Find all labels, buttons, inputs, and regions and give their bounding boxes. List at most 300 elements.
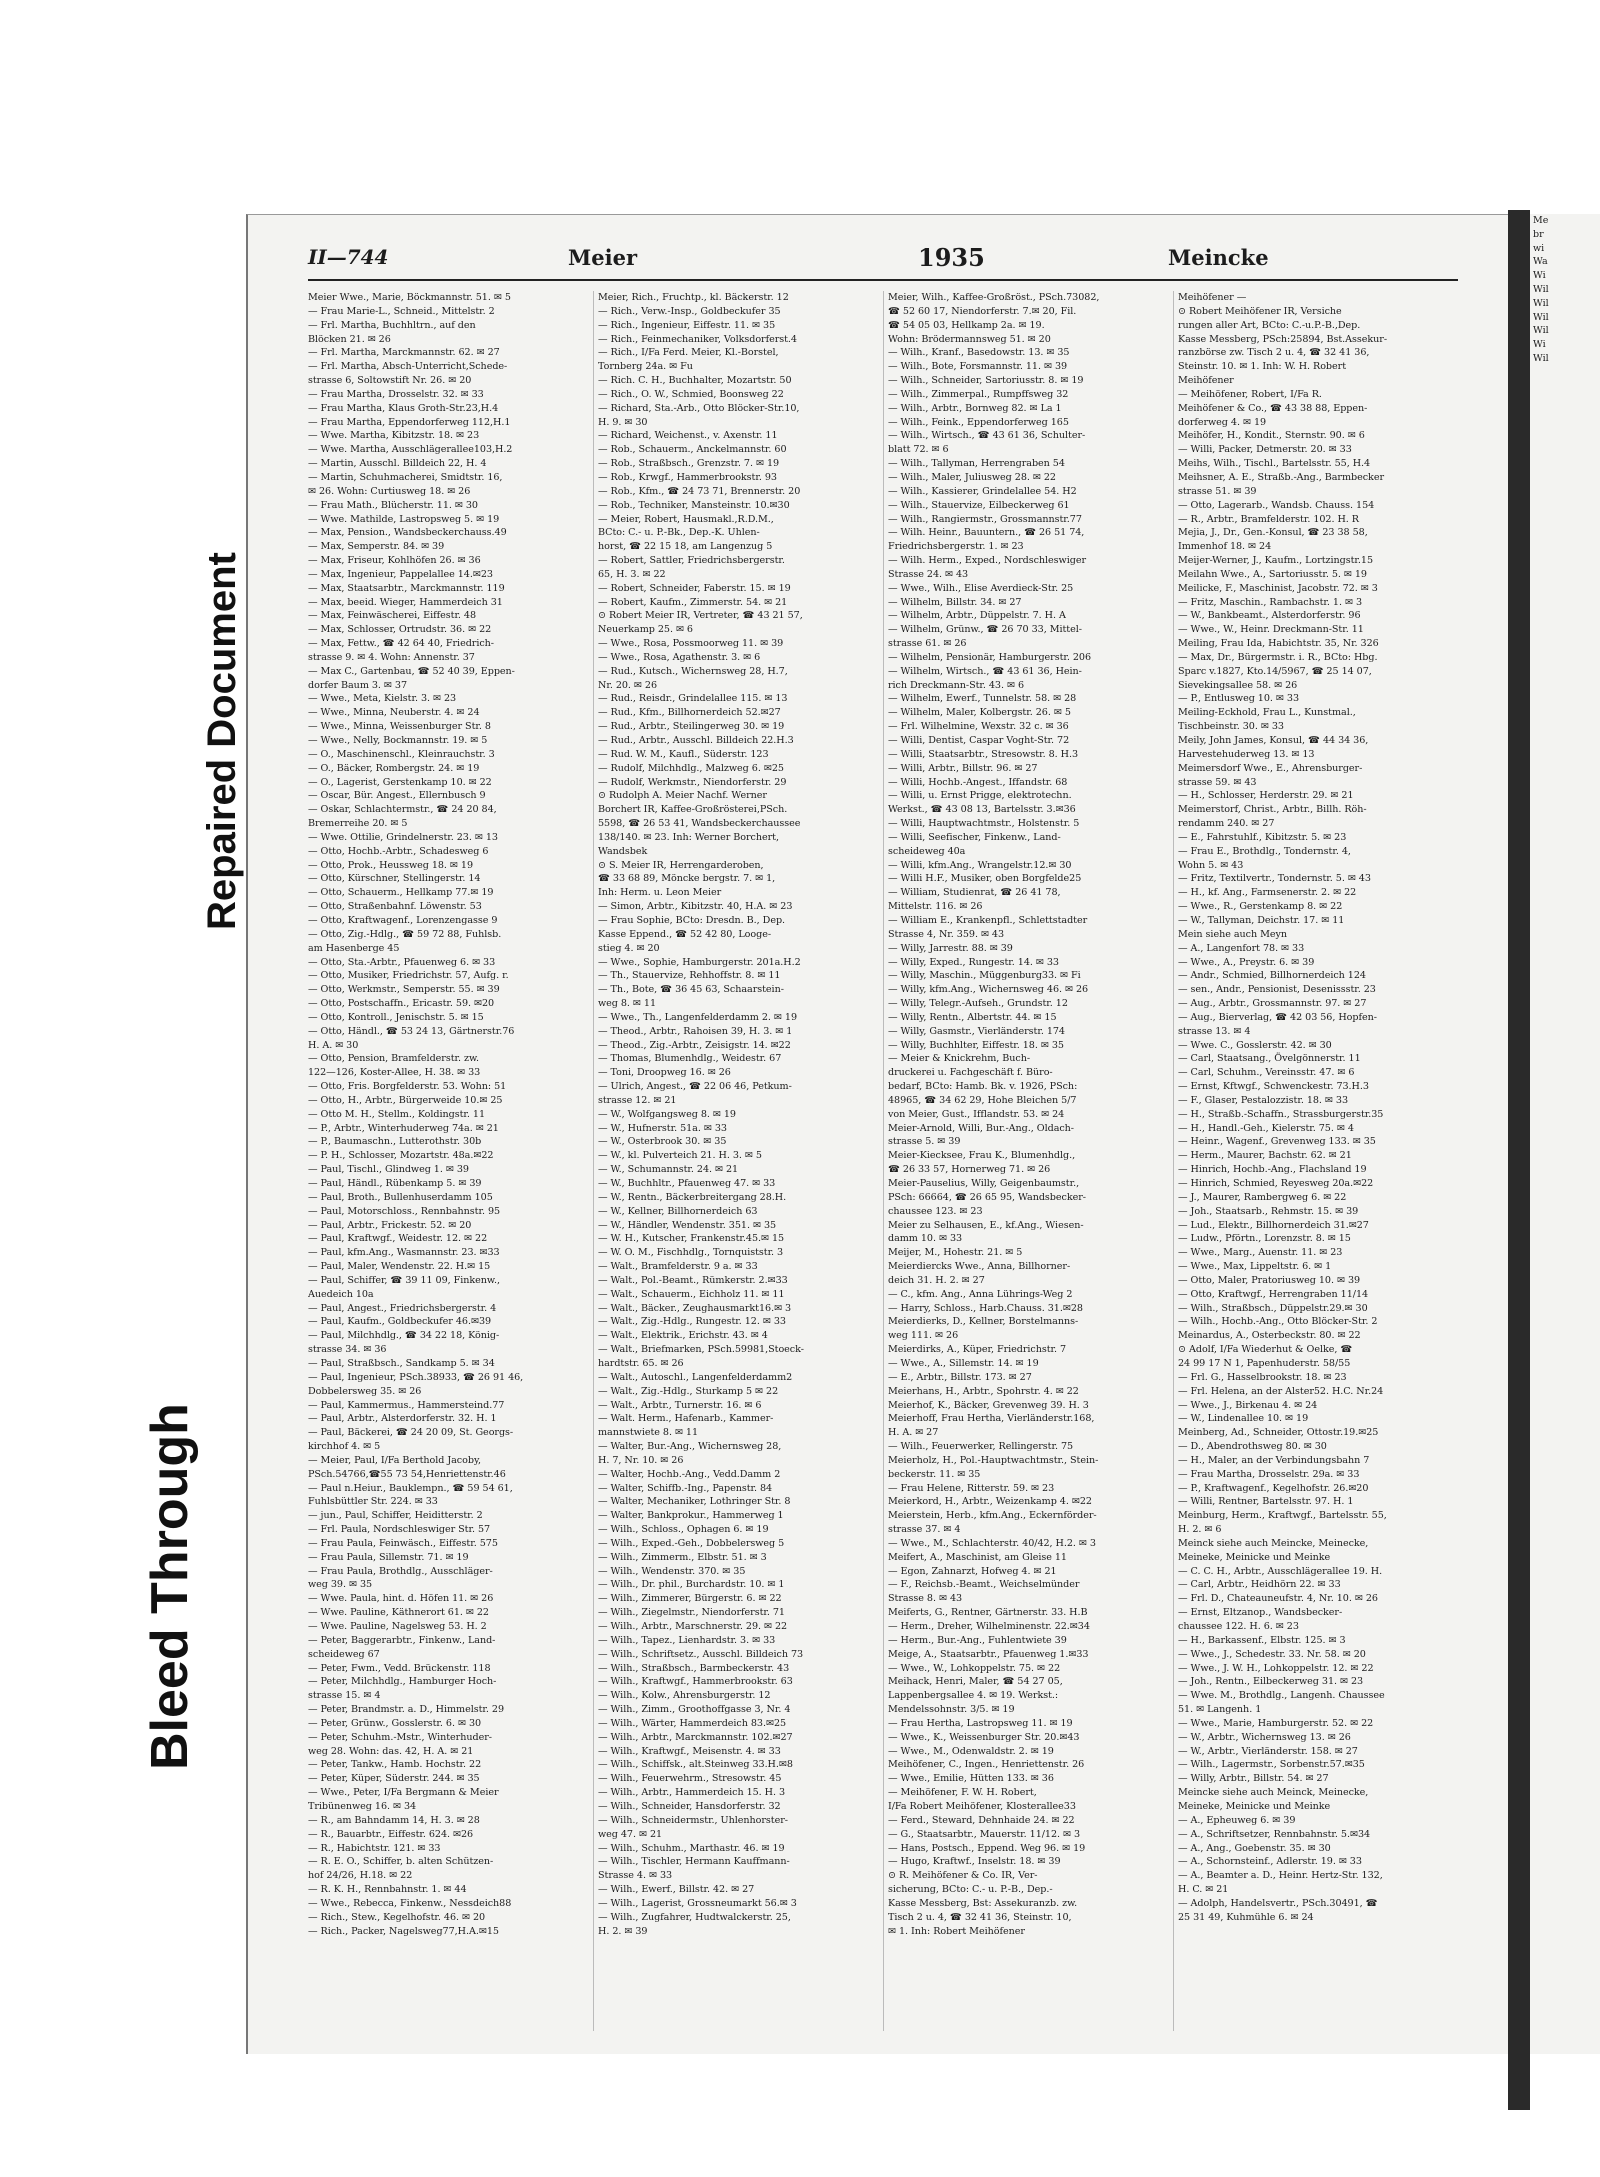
directory-entry-line: — Wilh., Zimmerm., Elbstr. 51. ✉ 3	[598, 1551, 767, 1563]
directory-entry-line: — William, Studienrat, ☎ 26 41 78,	[888, 887, 1061, 899]
directory-entry-line: 65, H. 3. ✉ 22	[598, 568, 666, 580]
directory-entry-line: — Willy, Maschin., Müggenburg33. ✉ Fi	[888, 970, 1081, 982]
directory-entry-line: — Wilh., Schneidermstr., Uhlenhorster-	[598, 1814, 788, 1826]
directory-entry-line: — Toni, Droopweg 16. ✉ 26	[598, 1067, 731, 1079]
column-3	[888, 291, 1168, 2031]
directory-entry-line: — Egon, Zahnarzt, Hofweg 4. ✉ 21	[888, 1565, 1057, 1577]
directory-entry-line: Bremerreihe 20. ✉ 5	[308, 818, 408, 830]
directory-entry-line: — Herm., Maurer, Bachstr. 62. ✉ 21	[1178, 1150, 1352, 1162]
directory-entry-line: — Rob., Kfm., ☎ 24 73 71, Brennerstr. 20	[598, 485, 801, 497]
directory-entry-line: — Wilh., Feuerwehrm., Stresowstr. 45	[598, 1773, 782, 1785]
directory-entry-line: Kasse Messberg, PSch:25894, Bst.Assekur-	[1178, 333, 1388, 345]
directory-entry-line: — Wilh. Herm., Exped., Nordschleswiger	[888, 555, 1086, 567]
directory-entry-line: — Willy, Exped., Rungestr. 14. ✉ 33	[888, 956, 1059, 968]
directory-entry-line: Meier-Arnold, Willi, Bur.-Ang., Oldach-	[888, 1122, 1075, 1134]
directory-entry-line: — Martin, Ausschl. Billdeich 22, H. 4	[308, 458, 487, 470]
directory-entry-line: — Otto, Fris. Borgfelderstr. 53. Wohn: 51	[308, 1081, 507, 1093]
directory-entry-line: strasse 15. ✉ 4	[308, 1690, 381, 1702]
directory-entry-line: H. A. ✉ 27	[888, 1427, 939, 1439]
directory-entry-line: — Wwe. M., Brothdlg., Langenh. Chaussee	[1178, 1690, 1385, 1702]
directory-entry-line: — R., Habichtstr. 121. ✉ 33	[308, 1842, 441, 1854]
directory-entry-line: — Max, Pension., Wandsbeckerchauss.49	[308, 527, 507, 539]
directory-entry-line: — Robert, Schneider, Faberstr. 15. ✉ 19	[598, 582, 791, 594]
directory-entry-line: Meier, Wilh., Kaffee-Großröst., PSch.73082,	[888, 292, 1100, 303]
directory-entry-line: strasse 6, Soltowstift Nr. 26. ✉ 20	[308, 375, 472, 387]
directory-entry-line: — Paul, Straßbsch., Sandkamp 5. ✉ 34	[308, 1357, 495, 1369]
directory-entry-line: — Fritz, Maschin., Rambachstr. 1. ✉ 3	[1178, 596, 1363, 608]
directory-entry-line: Meincke siehe auch Meinck, Meinecke,	[1178, 1787, 1369, 1799]
directory-entry-line: — Wwe. Paula, hint. d. Höfen 11. ✉ 26	[308, 1593, 494, 1605]
directory-entry-line: — Wwe. Ottilie, Grindelnerstr. 23. ✉ 13	[308, 831, 498, 843]
directory-entry-line: — Wilh., Hochb.-Ang., Otto Blöcker-Str. 2	[1178, 1316, 1378, 1328]
directory-entry-line: — Wilh., Schiffsk., alt.Steinweg 33.H.✉8	[598, 1759, 793, 1771]
directory-entry-line: Auedeich 10a	[308, 1288, 374, 1300]
book-gutter	[1508, 210, 1530, 2110]
directory-entry-line: — Max, Semperstr. 84. ✉ 39	[308, 541, 445, 553]
directory-entry-line: — Frau Sophie, BCto: Dresdn. B., Dep.	[598, 914, 786, 926]
directory-entry-line: — Paul, Kraftwgf., Weidestr. 12. ✉ 22	[308, 1233, 488, 1245]
directory-entry-line: bedarf, BCto: Hamb. Bk. v. 1926, PSch:	[888, 1081, 1078, 1093]
directory-entry-line: PSch: 66664, ☎ 26 65 95, Wandsbecker-	[888, 1191, 1086, 1203]
directory-entry-line: strasse 59. ✉ 43	[1178, 776, 1257, 788]
directory-entry-line: — Otto M. H., Stellm., Koldingstr. 11	[308, 1108, 486, 1120]
directory-entry-line: — Wwe., W., Heinr. Dreckmann-Str. 11	[1178, 624, 1364, 636]
directory-entry-line: — Joh., Rentn., Eilbeckerweg 31. ✉ 23	[1178, 1676, 1364, 1688]
directory-entry-line: 138/140. ✉ 23. Inh: Werner Borchert,	[598, 831, 779, 843]
directory-entry-line: Tornberg 24a. ✉ Fu	[598, 361, 693, 373]
directory-entry-line: — Wwe., Sophie, Hamburgerstr. 201a.H.2	[598, 956, 801, 968]
directory-entry-line: ⊙ Rudolph A. Meier Nachf. Werner	[598, 790, 767, 802]
directory-entry-line: — Frl. Wilhelmine, Wexstr. 32 c. ✉ 36	[888, 721, 1069, 733]
directory-entry-line: — Willi H.F., Musiker, oben Borgfelde25	[888, 873, 1082, 885]
directory-entry-line: — Wilh., Schriftsetz., Ausschl. Billdeich 73	[598, 1648, 804, 1660]
directory-entry-line: — A., Beamter a. D., Heinr. Hertz-Str. 132,	[1178, 1870, 1383, 1882]
directory-entry-line: — Oscar, Bür. Angest., Ellernbusch 9	[308, 790, 486, 802]
directory-entry-line: — W., Kellner, Billhornerdeich 63	[598, 1205, 758, 1217]
directory-entry-line: — Wilhelm, Wirtsch., ☎ 43 61 36, Hein-	[888, 665, 1082, 677]
directory-entry-line: — Paul, Maler, Wendenstr. 22. H.✉ 15	[308, 1261, 491, 1273]
directory-entry-line: — Meier & Knickrehm, Buch-	[888, 1053, 1031, 1065]
facing-page-fragment: Wi	[1533, 270, 1546, 282]
directory-entry-line: H. 2. ✉ 39	[598, 1925, 648, 1937]
directory-entry-line: — jun., Paul, Schiffer, Heiditterstr. 2	[308, 1510, 483, 1522]
directory-entry-line: — Otto, Kraftwgf., Herrengraben 11/14	[1178, 1288, 1369, 1300]
directory-entry-line: — Richard, Weichenst., v. Axenstr. 11	[598, 430, 778, 442]
directory-entry-line: — W., Hufnerstr. 51a. ✉ 33	[598, 1122, 727, 1134]
directory-entry-line: — C. C. H., Arbtr., Ausschlägerallee 19. H.	[1178, 1565, 1383, 1577]
directory-entry-line: — Paul, Milchhdlg., ☎ 34 22 18, König-	[308, 1330, 500, 1342]
directory-entry-line: ✉ 26. Wohn: Curtiusweg 18. ✉ 26	[308, 485, 471, 497]
directory-entry-line: horst, ☎ 22 15 18, am Langenzug 5	[598, 541, 773, 553]
directory-entry-line: — Th., Bote, ☎ 36 45 63, Schaarstein-	[598, 984, 784, 996]
directory-entry-line: — Willy, Jarrestr. 88. ✉ 39	[888, 942, 1013, 954]
directory-entry-line: — Rudolf, Werkmstr., Niendorferstr. 29	[598, 776, 787, 788]
directory-entry-line: — P., Arbtr., Winterhuderweg 74a. ✉ 21	[308, 1122, 499, 1134]
directory-entry-line: — Wilh., Zimmerer, Bürgerstr. 6. ✉ 22	[598, 1593, 782, 1605]
directory-entry-line: Meifert, A., Maschinist, am Gleise 11	[888, 1551, 1067, 1563]
directory-entry-line: — Rich., I/Fa Ferd. Meier, Kl.-Borstel,	[598, 347, 779, 359]
directory-entry-line: 5598, ☎ 26 53 41, Wandsbeckerchaussee	[598, 818, 801, 830]
facing-page-fragment: Wil	[1533, 297, 1549, 309]
column-rule	[593, 291, 594, 2031]
directory-entry-line: — Rudolf, Milchhdlg., Malzweg 6. ✉25	[598, 762, 784, 774]
directory-entry-line: Tribünenweg 16. ✉ 34	[308, 1800, 417, 1812]
directory-entry-line: — Wwe., Minna, Weissenburger Str. 8	[308, 721, 491, 733]
directory-entry-line: Meierdirks, A., Küper, Friedrichstr. 7	[888, 1344, 1067, 1356]
directory-entry-line: — A., Ang., Goebenstr. 35. ✉ 30	[1178, 1842, 1331, 1854]
directory-entry-line: — G., Staatsarbtr., Mauerstr. 11/12. ✉ 3	[888, 1828, 1081, 1840]
scan-shadow-top	[1420, 50, 1600, 220]
directory-entry-line: — O., Bäcker, Rombergstr. 24. ✉ 19	[308, 762, 480, 774]
directory-entry-line: — Paul, Angest., Friedrichsbergerstr. 4	[308, 1302, 497, 1314]
directory-entry-line: — W. O. M., Fischhdlg., Tornquiststr. 3	[598, 1247, 784, 1259]
directory-entry-line: — W., Osterbrook 30. ✉ 35	[598, 1136, 727, 1148]
directory-entry-line: — Rob., Straßbsch., Grenzstr. 7. ✉ 19	[598, 458, 780, 470]
directory-entry-line: — Frau Martha, Drosselstr. 32. ✉ 33	[308, 388, 484, 400]
directory-entry-line: — Wilh., Kranf., Basedowstr. 13. ✉ 35	[888, 347, 1070, 359]
directory-entry-line: — Willi, Hauptwachtmstr., Holstenstr. 5	[888, 818, 1080, 830]
directory-entry-line: — Wilh., Kolw., Ahrensburgerstr. 12	[598, 1690, 771, 1702]
directory-entry-line: — Walt. Herm., Hafenarb., Kammer-	[598, 1413, 774, 1425]
directory-entry-line: Mittelstr. 116. ✉ 26	[888, 901, 983, 913]
directory-entry-line: deich 31. H. 2. ✉ 27	[888, 1274, 985, 1286]
directory-entry-line: — Frau Hertha, Lastropsweg 11. ✉ 19	[888, 1717, 1073, 1729]
directory-entry-line: — Wwe., Meta, Kielstr. 3. ✉ 23	[308, 693, 457, 705]
directory-entry-line: — Wilhelm, Arbtr., Düppelstr. 7. H. A	[888, 610, 1066, 622]
directory-entry-line: Mendelssohnstr. 3/5. ✉ 19	[888, 1704, 1015, 1716]
directory-entry-line: — Max, Schlosser, Ortrudstr. 36. ✉ 22	[308, 624, 492, 636]
column-rule	[883, 291, 884, 2031]
directory-entry-line: Blöcken 21. ✉ 26	[308, 333, 391, 345]
directory-entry-line: — Frl. G., Hasselbrookstr. 18. ✉ 23	[1178, 1371, 1347, 1383]
directory-entry-line: — Harry, Schloss., Harb.Chauss. 31.✉28	[888, 1302, 1083, 1314]
directory-entry-line: — Max C., Gartenbau, ☎ 52 40 39, Eppen-	[308, 665, 515, 677]
directory-entry-line: — Walt., Briefmarken, PSch.59981,Stoeck-	[598, 1344, 804, 1356]
directory-entry-line: — Carl, Arbtr., Heidhörn 22. ✉ 33	[1178, 1579, 1341, 1591]
page-header	[308, 245, 1458, 281]
directory-entry-line: — Max, Fettw., ☎ 42 64 40, Friedrich-	[308, 638, 494, 650]
directory-page	[246, 214, 1508, 2054]
directory-entry-line: — Wwe., A., Sillemstr. 14. ✉ 19	[888, 1357, 1039, 1369]
directory-entry-line: — Peter, Küper, Süderstr. 244. ✉ 35	[308, 1773, 480, 1785]
directory-entry-line: — A., Schornsteinf., Adlerstr. 19. ✉ 33	[1178, 1856, 1362, 1868]
directory-entry-line: Meihöfer, H., Kondit., Sternstr. 90. ✉ 6	[1178, 430, 1365, 442]
directory-entry-line: 25 31 49, Kuhmühle 6. ✉ 24	[1178, 1911, 1314, 1923]
directory-entry-line: — Otto, Kürschner, Stellingerstr. 14	[308, 873, 481, 885]
directory-entry-line: — Wilhelm, Maler, Kolbergstr. 26. ✉ 5	[888, 707, 1071, 719]
directory-entry-line: — Willi, kfm.Ang., Wrangelstr.12.✉ 30	[888, 859, 1072, 871]
facing-page-fragment: Wil	[1533, 352, 1549, 364]
directory-entry-line: Meierdiercks Wwe., Anna, Billhorner-	[888, 1261, 1071, 1273]
directory-entry-line: Meineke, Meinicke und Meinke	[1178, 1800, 1331, 1812]
directory-entry-line: — Adolph, Handelsvertr., PSch.30491, ☎	[1178, 1897, 1378, 1909]
directory-entry-line: — Ferd., Steward, Dehnhaide 24. ✉ 22	[888, 1814, 1075, 1826]
directory-entry-line: — Wilh., Rangiermstr., Grossmannstr.77	[888, 513, 1082, 525]
directory-entry-line: — Paul, Arbtr., Alsterdorferstr. 32. H. 1	[308, 1413, 497, 1425]
directory-entry-line: Mein siehe auch Meyn	[1178, 928, 1287, 940]
directory-entry-line: — Theod., Arbtr., Rahoisen 39, H. 3. ✉ 1	[598, 1025, 793, 1037]
directory-entry-line: — Frau Math., Blücherstr. 11. ✉ 30	[308, 499, 478, 511]
directory-entry-line: — Willy, Telegr.-Aufseh., Grundstr. 12	[888, 998, 1068, 1010]
directory-entry-line: — Otto, Pension, Bramfelderstr. zw.	[308, 1053, 480, 1065]
header-first-name: Meier	[568, 245, 638, 270]
directory-entry-line: — Richard, Sta.-Arb., Otto Blöcker-Str.10,	[598, 402, 800, 414]
directory-entry-line: ✉ 1. Inh: Robert Meihöfener	[888, 1925, 1025, 1937]
directory-entry-line: — Hinrich, Hochb.-Ang., Flachsland 19	[1178, 1164, 1367, 1176]
directory-entry-line: — Wilh., Lagermstr., Sorbenstr.57.✉35	[1178, 1759, 1365, 1771]
directory-entry-line: Mejia, J., Dr., Gen.-Konsul, ☎ 23 38 58,	[1178, 527, 1368, 539]
directory-entry-line: Meierhoff, Frau Hertha, Vierländerstr.168,	[888, 1413, 1095, 1425]
directory-entry-line: — Wwe. C., Gosslerstr. 42. ✉ 30	[1178, 1039, 1332, 1051]
directory-entry-line: — Frau Paula, Sillemstr. 71. ✉ 19	[308, 1551, 469, 1563]
directory-entry-line: Meihack, Henri, Maler, ☎ 54 27 05,	[888, 1676, 1063, 1688]
directory-entry-line: — Wilh., Schneider, Hansdorferstr. 32	[598, 1800, 781, 1812]
directory-entry-line: — Otto, Zig.-Hdlg., ☎ 59 72 88, Fuhlsb.	[308, 928, 502, 940]
directory-entry-line: Borchert IR, Kaffee-Großrösterei,PSch.	[598, 804, 788, 816]
header-year: 1935	[918, 243, 985, 272]
directory-entry-line: — Wilh., Schneider, Sartoriusstr. 8. ✉ 19	[888, 375, 1084, 387]
directory-entry-line: — Rich., Packer, Nagelsweg77,H.A.✉15	[308, 1925, 499, 1937]
directory-entry-line: 51. ✉ Langenh. 1	[1178, 1704, 1262, 1716]
directory-entry-line: — Otto, Kontroll., Jenischstr. 5. ✉ 15	[308, 1011, 484, 1023]
directory-entry-line: Steinstr. 10. ✉ 1. Inh: W. H. Robert	[1178, 361, 1346, 373]
page-number: II—744	[308, 245, 389, 269]
directory-entry-line: Meilahn Wwe., A., Sartoriusstr. 5. ✉ 19	[1178, 568, 1367, 580]
directory-entry-line: — Hugo, Kraftwf., Inselstr. 18. ✉ 39	[888, 1856, 1061, 1868]
directory-entry-line: — Wilh., Dr. phil., Burchardstr. 10. ✉ 1	[598, 1579, 785, 1591]
directory-entry-line: — Peter, Baggerarbtr., Finkenw., Land-	[308, 1634, 496, 1646]
directory-entry-line: — Willi, Dentist, Caspar Voght-Str. 72	[888, 735, 1070, 746]
directory-entry-line: Strasse 4. ✉ 33	[598, 1870, 673, 1882]
directory-entry-line: — Max, Friseur, Kohlhöfen 26. ✉ 36	[308, 555, 481, 567]
directory-entry-line: — Otto, Prok., Heussweg 18. ✉ 19	[308, 859, 474, 871]
directory-entry-line: I/Fa Robert Meihöfener, Klosterallee33	[888, 1800, 1076, 1812]
directory-entry-line: — H., kf. Ang., Farmsenerstr. 2. ✉ 22	[1178, 887, 1357, 899]
directory-entry-line: — Martin, Schuhmacherei, Smidtstr. 16,	[308, 471, 503, 483]
directory-entry-line: Meimersdorf Wwe., E., Ahrensburger-	[1178, 762, 1363, 774]
directory-entry-line: — Wwe., Emilie, Hütten 133. ✉ 36	[888, 1773, 1054, 1785]
directory-entry-line: 24 99 17 N 1, Papenhuderstr. 58/55	[1178, 1357, 1351, 1369]
directory-entry-line: — E., Arbtr., Billstr. 173. ✉ 27	[888, 1371, 1032, 1383]
directory-entry-line: — Herm., Dreher, Wilhelminenstr. 22.✉34	[888, 1621, 1090, 1632]
directory-entry-line: — Willy, Arbtr., Billstr. 54. ✉ 27	[1178, 1773, 1329, 1785]
directory-entry-line: — Rud., Arbtr., Steilingerweg 30. ✉ 19	[598, 721, 785, 733]
directory-entry-line: — Wilh., Schloss., Ophagen 6. ✉ 19	[598, 1524, 769, 1536]
directory-entry-line: Neuerkamp 25. ✉ 6	[598, 624, 693, 636]
directory-entry-line: — Walt., Elektrik., Erichstr. 43. ✉ 4	[598, 1330, 768, 1342]
directory-entry-line: — Wilh., Zimm., Groothoffgasse 3, Nr. 4	[598, 1704, 791, 1716]
directory-entry-line: — Wilh., Kraftwgf., Meisenstr. 4. ✉ 33	[598, 1745, 781, 1757]
directory-entry-line: Meierkord, H., Arbtr., Weizenkamp 4. ✉22	[888, 1496, 1092, 1508]
directory-entry-line: — Paul, Schiffer, ☎ 39 11 09, Finkenw.,	[308, 1274, 500, 1286]
directory-entry-line: strasse 61. ✉ 26	[888, 638, 967, 650]
directory-entry-line: — R. K. H., Rennbahnstr. 1. ✉ 44	[308, 1884, 467, 1896]
directory-entry-line: hof 24/26, H.18. ✉ 22	[308, 1870, 413, 1882]
directory-entry-line: — Lud., Elektr., Billhornerdeich 31.✉27	[1178, 1219, 1369, 1231]
directory-entry-line: Meinardus, A., Osterbeckstr. 80. ✉ 22	[1178, 1330, 1361, 1342]
directory-entry-line: — Peter, Brandmstr. a. D., Himmelstr. 29	[308, 1704, 505, 1716]
directory-entry-line: — Meier, Robert, Hausmakl.,R.D.M.,	[598, 513, 774, 525]
directory-entry-line: — Frl. Paula, Nordschleswiger Str. 57	[308, 1524, 491, 1536]
directory-entry-line: — E., Fahrstuhlf., Kibitzstr. 5. ✉ 23	[1178, 831, 1347, 843]
directory-entry-line: — Rud., Kfm., Billhornerdeich 52.✉27	[598, 707, 781, 719]
directory-entry-line: — W., Rentn., Bäckerbreitergang 28.H.	[598, 1191, 787, 1203]
directory-entry-line: Werkst., ☎ 43 08 13, Bartelsstr. 3.✉36	[888, 804, 1076, 816]
directory-entry-line: — Meihöfener, F. W. H. Robert,	[888, 1787, 1037, 1799]
directory-entry-line: — W., kl. Pulverteich 21. H. 3. ✉ 5	[598, 1150, 762, 1162]
directory-entry-line: — W., Wolfgangsweg 8. ✉ 19	[598, 1108, 736, 1120]
directory-entry-line: — Rich. C. H., Buchhalter, Mozartstr. 50	[598, 375, 792, 387]
directory-entry-line: — Otto, Werkmstr., Semperstr. 55. ✉ 39	[308, 984, 500, 996]
directory-entry-line: — Wwe., J., Birkenau 4. ✉ 24	[1178, 1399, 1318, 1411]
directory-entry-line: — Wwe., Wilh., Elise Averdieck-Str. 25	[888, 582, 1074, 594]
facing-page-fragment: wi	[1533, 242, 1545, 254]
directory-entry-line: — R., am Bahndamm 14, H. 3. ✉ 28	[308, 1814, 480, 1826]
directory-entry-line: — Wwe., M., Odenwaldstr. 2. ✉ 19	[888, 1745, 1054, 1757]
directory-entry-line: — Wwe., J., Schedestr. 33. Nr. 58. ✉ 20	[1178, 1648, 1366, 1660]
directory-entry-line: — Walt., Autoschl., Langenfelderdamm2	[598, 1371, 793, 1383]
directory-entry-line: — Wwe., Marg., Auenstr. 11. ✉ 23	[1178, 1247, 1343, 1259]
directory-entry-line: — Willi, Seefischer, Finkenw., Land-	[888, 831, 1061, 843]
directory-entry-line: — Robert, Kaufm., Zimmerstr. 54. ✉ 21	[598, 596, 788, 608]
directory-entry-line: — Wilh., Zimmerpal., Rumpffsweg 32	[888, 388, 1069, 400]
directory-entry-line: — Willi, Hochb.-Angest., Iffandstr. 68	[888, 776, 1068, 788]
directory-entry-line: — Walt., Zig.-Hdlg., Rungestr. 12. ✉ 33	[598, 1316, 786, 1328]
directory-entry-line: von Meier, Gust., Ifflandstr. 53. ✉ 24	[888, 1108, 1065, 1120]
directory-entry-line: strasse 37. ✉ 4	[888, 1524, 961, 1536]
directory-entry-line: — Walter, Mechaniker, Lothringer Str. 8	[598, 1496, 791, 1508]
bleed-through-label: Bleed Through	[141, 1403, 199, 1770]
directory-entry-line: — Simon, Arbtr., Kibitzstr. 40, H.A. ✉ 23	[598, 901, 793, 913]
directory-entry-line: — Wilh., Arbtr., Hammerdeich 15. H. 3	[598, 1787, 786, 1799]
directory-entry-line: — Rich., Verw.-Insp., Goldbeckufer 35	[598, 305, 781, 317]
directory-entry-line: — Meihöfener, Robert, I/Fa R.	[1178, 388, 1322, 400]
directory-entry-line: ranzbörse zw. Tisch 2 u. 4, ☎ 32 41 36,	[1178, 347, 1370, 359]
directory-entry-line: Meierdierks, D., Kellner, Borstelmanns-	[888, 1316, 1079, 1328]
header-last-name: Meincke	[1168, 245, 1269, 270]
directory-entry-line: — Walter, Bur.-Ang., Wichernsweg 28,	[598, 1441, 782, 1453]
directory-entry-line: — R., Arbtr., Bramfelderstr. 102. H. R	[1178, 513, 1359, 525]
directory-entry-line: — Rich., Stew., Kegelhofstr. 46. ✉ 20	[308, 1911, 486, 1923]
directory-entry-line: — Willi, Staatsarbtr., Stresowstr. 8. H.3	[888, 748, 1079, 760]
directory-entry-line: Meihs, Wilh., Tischl., Bartelsstr. 55, H.4	[1178, 458, 1371, 470]
directory-entry-line: — Otto, Lagerarb., Wandsb. Chauss. 154	[1178, 499, 1375, 511]
directory-entry-line: — Max, Ingenieur, Pappelallee 14.✉23	[308, 568, 493, 580]
directory-entry-line: ⊙ Robert Meihöfener IR, Versiche	[1178, 305, 1342, 317]
directory-entry-line: — Wilh. Heinr., Bauuntern., ☎ 26 51 74,	[888, 527, 1085, 539]
directory-entry-line: — Wwe., Th., Langenfelderdamm 2. ✉ 19	[598, 1011, 797, 1023]
entry-columns	[308, 291, 1458, 2031]
directory-entry-line: — Ludw., Pförtn., Lorenzstr. 8. ✉ 15	[1178, 1233, 1351, 1245]
directory-entry-line: — Wilh., Bote, Forsmannstr. 11. ✉ 39	[888, 361, 1068, 373]
directory-entry-line: — Heinr., Wagenf., Grevenweg 133. ✉ 35	[1178, 1136, 1376, 1148]
directory-entry-line: — Wwe. Mathilde, Lastropsweg 5. ✉ 19	[308, 513, 500, 525]
directory-entry-line: — Willi, u. Ernst Prigge, elektrotechn.	[888, 790, 1072, 802]
directory-entry-line: — Wilh., Tallyman, Herrengraben 54	[888, 458, 1065, 470]
directory-entry-line: — Wilh., Feink., Eppendorferweg 165	[888, 416, 1069, 428]
directory-entry-line: scheideweg 67	[308, 1648, 380, 1660]
directory-entry-line: — Walter, Schiffb.-Ing., Papenstr. 84	[598, 1482, 773, 1494]
directory-entry-line: Meimerstorf, Christ., Arbtr., Billh. Röh-	[1178, 804, 1367, 816]
directory-entry-line: — Wilhelm, Billstr. 34. ✉ 27	[888, 596, 1022, 608]
directory-entry-line: — Frl. Martha, Marckmannstr. 62. ✉ 27	[308, 347, 500, 359]
directory-entry-line: Meinburg, Herm., Kraftwgf., Bartelsstr. 55,	[1178, 1510, 1387, 1522]
directory-entry-line: — Paul, Arbtr., Frickestr. 52. ✉ 20	[308, 1219, 472, 1231]
directory-entry-line: Meihsner, A. E., Straßb.-Ang., Barmbecker	[1178, 471, 1384, 483]
directory-entry-line: — Walt., Zig.-Hdlg., Sturkamp 5 ✉ 22	[598, 1385, 779, 1397]
directory-entry-line: Nr. 20. ✉ 26	[598, 679, 658, 691]
directory-entry-line: — Paul n.Heiur., Bauklempn., ☎ 59 54 61,	[308, 1482, 513, 1494]
directory-entry-line: — Wwe., Nelly, Bockmannstr. 19. ✉ 5	[308, 735, 488, 746]
directory-entry-line: — Rud., Arbtr., Ausschl. Billdeich 22.H.3	[598, 735, 794, 746]
directory-entry-line: ☎ 26 33 57, Hornerweg 71. ✉ 26	[888, 1164, 1051, 1176]
directory-entry-line: — Aug., Arbtr., Grossmannstr. 97. ✉ 27	[1178, 998, 1367, 1010]
directory-entry-line: — Wwe., Peter, I/Fa Bergmann & Meier	[308, 1787, 499, 1799]
directory-entry-line: Inh: Herm. u. Leon Meier	[598, 887, 722, 899]
directory-entry-line: — Wwe., J. W. H., Lohkoppelstr. 12. ✉ 22	[1178, 1662, 1374, 1674]
directory-entry-line: — Wwe., Rosa, Agathenstr. 3. ✉ 6	[598, 651, 761, 663]
facing-page-fragment: Me	[1533, 215, 1549, 226]
directory-entry-line: Meierstein, Herb., kfm.Ang., Eckernförder-	[888, 1510, 1097, 1522]
directory-entry-line: — Rob., Techniker, Mansteinstr. 10.✉30	[598, 499, 790, 511]
directory-entry-line: BCto: C.- u. P.-Bk., Dep.-K. Uhlen-	[598, 527, 760, 539]
directory-entry-line: Tisch 2 u. 4, ☎ 32 41 36, Steinstr. 10,	[888, 1911, 1072, 1923]
directory-entry-line: — Max, Dr., Bürgermstr. i. R., BCto: Hbg.	[1178, 651, 1378, 663]
directory-entry-line: — sen., Andr., Pensionist, Desenissstr. 23	[1178, 984, 1376, 996]
directory-entry-line: — W., Arbtr., Vierländerstr. 158. ✉ 27	[1178, 1745, 1358, 1757]
directory-entry-line: — Wilh., Wendenstr. 370. ✉ 35	[598, 1565, 746, 1577]
directory-entry-line: ☎ 54 05 03, Hellkamp 2a. ✉ 19.	[888, 319, 1045, 331]
directory-entry-line: — H., Straßb.-Schaffn., Strassburgerstr.35	[1178, 1108, 1384, 1120]
directory-entry-line: rich Dreckmann-Str. 43. ✉ 6	[888, 679, 1025, 691]
directory-entry-line: — Wilh., Exped.-Geh., Dobbelersweg 5	[598, 1537, 785, 1549]
directory-entry-line: — Otto, Kraftwagenf., Lorenzengasse 9	[308, 914, 498, 926]
directory-entry-line: Strasse 4, Nr. 359. ✉ 43	[888, 928, 1005, 940]
directory-entry-line: Meijer-Werner, J., Kaufm., Lortzingstr.15	[1178, 555, 1374, 567]
directory-entry-line: — Wilh., Wärter, Hammerdeich 83.✉25	[598, 1717, 787, 1729]
directory-entry-line: — Otto, Straßenbahnf. Löwenstr. 53	[308, 901, 482, 913]
facing-page-fragment: Wil	[1533, 325, 1549, 337]
directory-entry-line: — Wilh., Ewerf., Billstr. 42. ✉ 27	[598, 1884, 755, 1896]
directory-entry-line: — Wwe., K., Weissenburger Str. 20.✉43	[888, 1731, 1080, 1743]
directory-entry-line: — Ulrich, Angest., ☎ 22 06 46, Petkum-	[598, 1081, 792, 1093]
directory-entry-line: — Paul, Bäckerei, ☎ 24 20 09, St. Georgs-	[308, 1427, 514, 1439]
directory-entry-line: — Paul, Ingenieur, PSch.38933, ☎ 26 91 46,	[308, 1371, 524, 1383]
directory-entry-line: Strasse 24. ✉ 43	[888, 568, 969, 580]
directory-entry-line: — P., Entlusweg 10. ✉ 33	[1178, 693, 1299, 705]
directory-entry-line: — H., Handl.-Geh., Kielerstr. 75. ✉ 4	[1178, 1122, 1354, 1134]
directory-entry-line: strasse 12. ✉ 21	[598, 1094, 677, 1106]
directory-entry-line: — Wwe., Rebecca, Finkenw., Nessdeich88	[308, 1897, 512, 1909]
directory-entry-line: Sparc v.1827, Kto.14/5967, ☎ 25 14 07,	[1178, 665, 1372, 677]
directory-entry-line: — Andr., Schmied, Billhornerdeich 124	[1178, 970, 1366, 982]
directory-entry-line: H. 2. ✉ 6	[1178, 1524, 1222, 1536]
directory-entry-line: — Aug., Bierverlag, ☎ 42 03 56, Hopfen-	[1178, 1011, 1377, 1023]
directory-entry-line: — Wilh., Stauervize, Eilbeckerweg 61	[888, 499, 1070, 511]
column-2	[598, 291, 878, 2031]
directory-entry-line: — Wilh., Kraftwgf., Hammerbrookstr. 63	[598, 1676, 793, 1688]
directory-entry-line: — H., Barkassenf., Elbstr. 125. ✉ 3	[1178, 1634, 1346, 1646]
directory-entry-line: — Rich., Feinmechaniker, Volksdorferst.4	[598, 333, 797, 345]
directory-entry-line: — Otto, Musiker, Friedrichstr. 57, Aufg. r.	[308, 970, 509, 982]
column-4	[1178, 291, 1458, 2031]
column-1	[308, 291, 588, 2031]
directory-entry-line: Kasse Eppend., ☎ 52 42 80, Looge-	[598, 928, 772, 940]
directory-entry-line: — Walter, Bankprokur., Hammerweg 1	[598, 1510, 784, 1522]
directory-entry-line: — Hinrich, Schmied, Reyesweg 20a.✉22	[1178, 1178, 1374, 1189]
directory-entry-line: ⊙ Robert Meier IR, Vertreter, ☎ 43 21 57,	[598, 610, 803, 622]
directory-entry-line: Friedrichsbergerstr. 1. ✉ 23	[888, 541, 1024, 553]
